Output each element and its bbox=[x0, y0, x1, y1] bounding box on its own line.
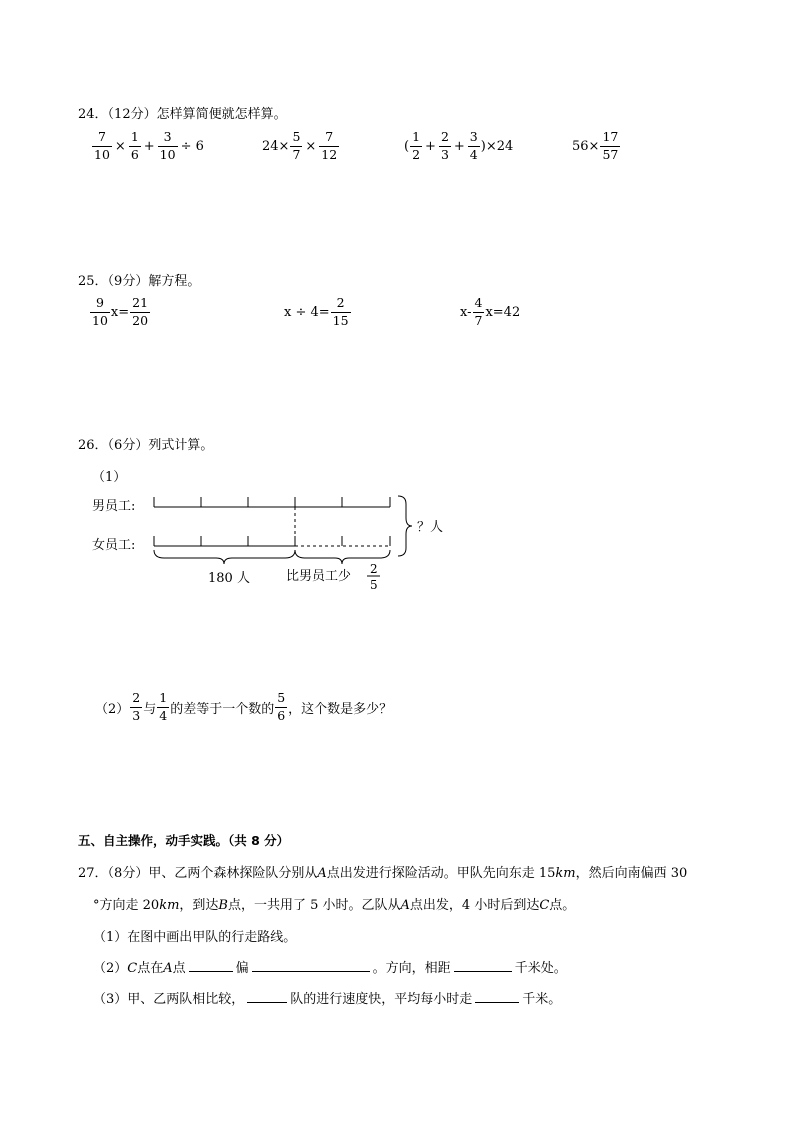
q26-title: 26．（6分）列式计算。 bbox=[78, 438, 214, 453]
expr-lead: x ÷ 4= bbox=[284, 304, 330, 320]
people-label: ？人 bbox=[417, 520, 444, 535]
section5-title: 五、自主操作，动手实践。（共 8 分） bbox=[78, 833, 290, 848]
less-frac-numerator: 2 bbox=[370, 562, 378, 576]
answer-blank-direction1[interactable] bbox=[189, 957, 233, 972]
expr-lead: 56× bbox=[572, 138, 600, 154]
denominator: 7 bbox=[474, 312, 483, 328]
q24-title: 24．（12分）怎样算简便就怎样算。 bbox=[78, 107, 287, 122]
q25-title: 25．（9分）解方程。 bbox=[78, 274, 201, 289]
text: ，这个数是多少？ bbox=[288, 701, 393, 717]
female-label: 女员工: bbox=[92, 538, 136, 553]
text: （2） bbox=[93, 961, 128, 976]
q27-sub2 bbox=[93, 957, 567, 976]
count-label: 180 人 bbox=[208, 571, 250, 586]
denominator: 57 bbox=[602, 146, 619, 162]
fraction bbox=[92, 131, 112, 161]
operator: × bbox=[305, 138, 317, 154]
text: 点出发，4 小时后到达 bbox=[409, 898, 540, 913]
text: 队的进行速度快，平均每小时走 bbox=[290, 992, 473, 1007]
denominator: 10 bbox=[94, 146, 110, 162]
denominator: 12 bbox=[321, 146, 338, 162]
text: 偏 bbox=[235, 961, 249, 976]
var-a: A bbox=[163, 961, 173, 976]
fraction bbox=[90, 297, 110, 327]
text: （3）甲、乙两队相比较， bbox=[93, 992, 245, 1007]
denominator: 10 bbox=[92, 312, 108, 328]
right-brace bbox=[398, 496, 412, 556]
operator: + bbox=[143, 138, 155, 154]
fraction bbox=[410, 131, 422, 161]
denominator: 7 bbox=[292, 146, 301, 162]
operator: + bbox=[425, 138, 436, 154]
text: 点 bbox=[172, 961, 186, 976]
q27-sub1: （1）在图中画出甲队的行走路线。 bbox=[93, 930, 297, 945]
q24-expr-3 bbox=[404, 131, 513, 161]
operator: + bbox=[453, 138, 465, 154]
var-a: A bbox=[317, 866, 327, 881]
q27-line2 bbox=[93, 894, 575, 913]
text: 点出发进行探险活动。甲队先向东走 15 bbox=[326, 866, 556, 881]
var-b: B bbox=[218, 898, 228, 913]
fraction bbox=[130, 297, 150, 327]
denominator: 20 bbox=[132, 312, 149, 328]
text: 点在 bbox=[137, 961, 164, 976]
q27-line1 bbox=[78, 862, 687, 881]
fraction bbox=[275, 692, 287, 722]
male-ticks bbox=[154, 497, 390, 507]
var-a: A bbox=[400, 898, 410, 913]
text: 与 bbox=[143, 701, 157, 717]
fraction bbox=[439, 131, 451, 161]
expr-tail: x=42 bbox=[485, 304, 521, 320]
denominator: 15 bbox=[332, 312, 349, 328]
numerator: 5 bbox=[277, 690, 286, 705]
text: 点，一共用了 5 小时。乙队从 bbox=[227, 898, 401, 913]
answer-blank-speed[interactable] bbox=[475, 988, 519, 1003]
fraction bbox=[129, 131, 141, 161]
operator: × bbox=[114, 138, 126, 154]
var-c: C bbox=[127, 961, 138, 976]
answer-blank-angle[interactable] bbox=[252, 957, 370, 972]
numerator: 7 bbox=[97, 129, 106, 144]
numerator: 4 bbox=[474, 295, 483, 310]
denominator: 10 bbox=[159, 146, 176, 162]
numerator: 1 bbox=[159, 690, 168, 705]
text: ，到达 bbox=[179, 898, 219, 913]
q24-expr-4 bbox=[572, 131, 621, 161]
text: 千米。 bbox=[522, 992, 562, 1007]
fraction bbox=[157, 692, 169, 722]
answer-blank-distance[interactable] bbox=[454, 957, 512, 972]
var-c: C bbox=[539, 898, 550, 913]
text: 的差等于一个数的 bbox=[170, 701, 275, 717]
expr-lead: ( bbox=[404, 138, 410, 154]
denominator: 6 bbox=[277, 707, 286, 723]
fraction bbox=[600, 131, 620, 161]
numerator: 2 bbox=[132, 690, 141, 705]
numerator: 3 bbox=[163, 129, 172, 144]
numerator: 2 bbox=[336, 295, 345, 310]
denominator: 4 bbox=[469, 146, 478, 162]
numerator: 5 bbox=[292, 129, 301, 144]
numerator: 1 bbox=[412, 129, 421, 144]
denominator: 6 bbox=[130, 146, 139, 162]
text: 点。 bbox=[549, 898, 576, 913]
fraction bbox=[130, 692, 142, 722]
numerator: 9 bbox=[95, 295, 104, 310]
fraction bbox=[319, 131, 339, 161]
unit-km: km bbox=[159, 898, 180, 913]
fraction bbox=[290, 131, 302, 161]
female-ticks bbox=[154, 536, 390, 546]
q25-eq-2 bbox=[284, 297, 352, 327]
text: ，然后向南偏西 30 bbox=[575, 866, 688, 881]
q25-eq-3 bbox=[460, 297, 520, 327]
fraction bbox=[473, 297, 485, 327]
text: 27．（8分）甲、乙两个森林探险队分别从 bbox=[78, 866, 318, 881]
male-label: 男员工: bbox=[92, 499, 136, 514]
fraction bbox=[331, 297, 351, 327]
expr-tail: )×24 bbox=[480, 138, 514, 154]
fraction bbox=[468, 131, 480, 161]
q25-eq-1 bbox=[89, 297, 151, 327]
denominator: 3 bbox=[440, 146, 449, 162]
q26-part2 bbox=[95, 692, 392, 722]
numerator: 7 bbox=[325, 129, 334, 144]
bottom-brace-left bbox=[154, 550, 295, 564]
less-frac-denominator: 5 bbox=[370, 578, 378, 592]
fraction bbox=[158, 131, 178, 161]
text: 千米处。 bbox=[514, 961, 567, 976]
denominator: 2 bbox=[412, 146, 421, 162]
numerator: 2 bbox=[440, 129, 449, 144]
text: 。方向，相距 bbox=[372, 961, 451, 976]
denominator: 4 bbox=[159, 707, 168, 723]
operator: ÷ 6 bbox=[180, 138, 204, 154]
expr-lead: 24× bbox=[262, 138, 290, 154]
q24-expr-1 bbox=[91, 131, 206, 161]
unit-km: km bbox=[555, 866, 576, 881]
part-label: （2） bbox=[95, 701, 130, 717]
line-segment-diagram bbox=[80, 488, 460, 598]
numerator: 1 bbox=[130, 129, 139, 144]
numerator: 3 bbox=[469, 129, 478, 144]
q24-expr-2 bbox=[262, 131, 340, 161]
text: °方向走 20 bbox=[93, 898, 160, 913]
expr-lead: x- bbox=[460, 304, 472, 320]
q26-part1-label: （1） bbox=[92, 470, 127, 485]
answer-blank-team[interactable] bbox=[247, 988, 287, 1003]
q27-sub3 bbox=[93, 988, 561, 1007]
numerator: 17 bbox=[602, 129, 619, 144]
numerator: 21 bbox=[132, 295, 149, 310]
expr-mid: x= bbox=[110, 304, 130, 320]
denominator: 3 bbox=[132, 707, 141, 723]
less-label: 比男员工少 bbox=[286, 569, 352, 584]
